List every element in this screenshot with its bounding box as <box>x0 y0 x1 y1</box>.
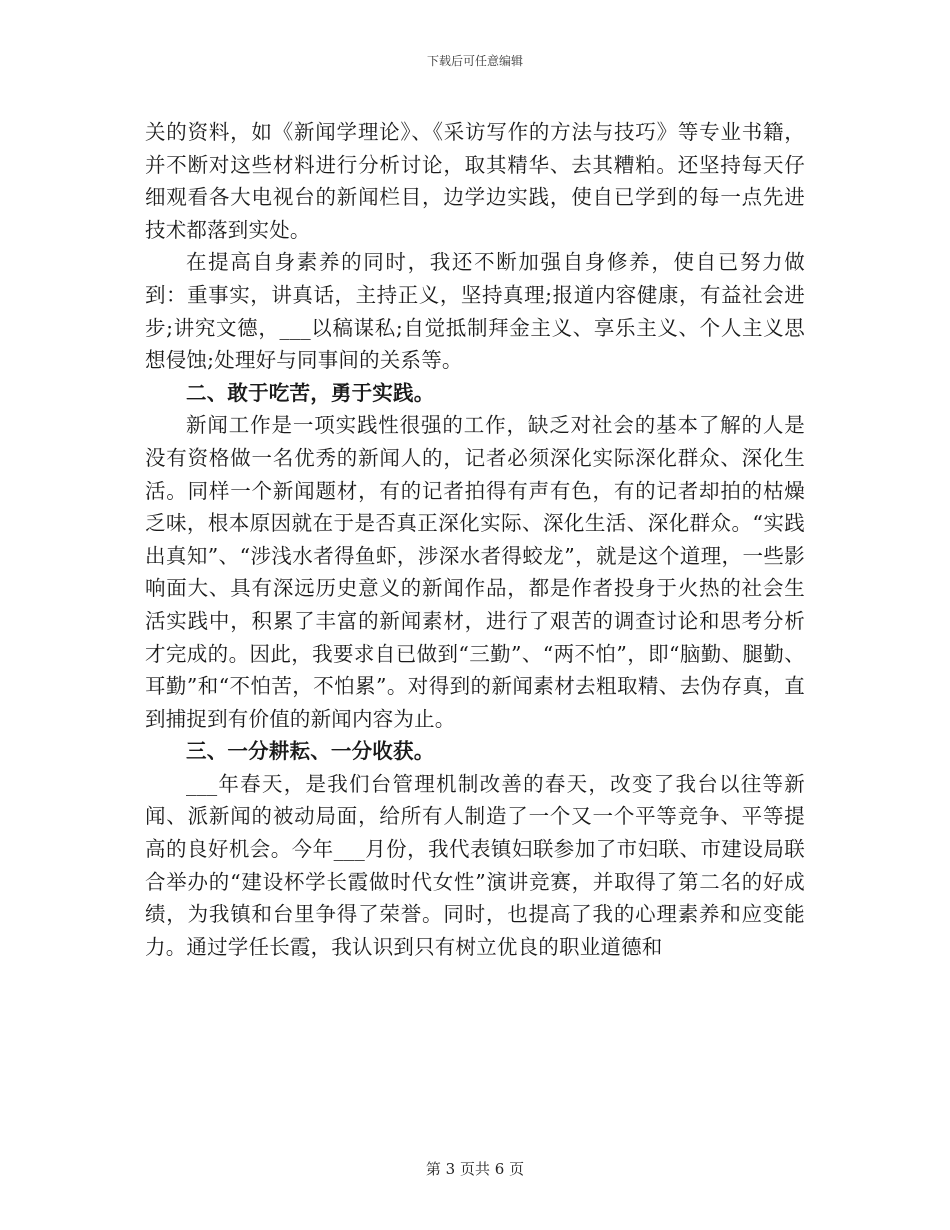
paragraph: ___年春天，是我们台管理机制改善的春天，改变了我台以往等新闻、派新闻的被动局面，给所有人制造了一个又一个平等竞争、平等提高的良好机会。今年___月份，我代表镇妇联参加了市妇联、市建设局联合举办的“建设杯学长霞做时代女性”演讲竞赛，并取得了第二名的好成绩，为我镇和台里争得了荣誉。同时，也提高了我的心理素养和应变能力。通过学任长霞，我认识到只有树立优良的职业道德和 <box>145 771 805 959</box>
paragraph: 关的资料，如《新闻学理论》、《采访写作的方法与技巧》等专业书籍，并不断对这些材料进行分析讨论，取其精华、去其糟粕。还坚持每天仔细观看各大电视台的新闻栏目，边学边实践，使自已学到的每一点先进技术都落到实处。 <box>145 120 805 242</box>
section-heading: 三、一分耕耘、一分收获。 <box>186 739 435 764</box>
paragraph: 新闻工作是一项实践性很强的工作，缺乏对社会的基本了解的人是没有资格做一名优秀的新闻人的，记者必须深化实际深化群众、深化生活。同样一个新闻题材，有的记者拍得有声有色，有的记者却拍的枯燥乏味，根本原因就在于是否真正深化实际、深化生活、深化群众。“实践出真知”、“涉浅水者得鱼虾，涉深水者得蛟龙”，就是这个道理，一些影响面大、具有深远历史意义的新闻作品，都是作者投身于火热的社会生活实践中，积累了丰富的新闻素材，进行了艰苦的调查讨论和思考分析才完成的。因此，我要求自已做到“三勤”、“两不怕”，即“脑勤、腿勤、耳勤”和“不怕苦，不怕累”。对得到的新闻素材去粗取精、去伪存真，直到捕捉到有价值的新闻内容为止。 <box>145 413 805 731</box>
page-number: 第 3 页共 6 页 <box>425 1160 525 1178</box>
page-header-note: 下载后可任意编辑 <box>426 54 523 68</box>
section-heading: 二、敢于吃苦，勇于实践。 <box>186 380 435 405</box>
document-body <box>145 116 805 963</box>
paragraph: 在提高自身素养的同时，我还不断加强自身修养，使自已努力做到：重事实，讲真话，主持正义，坚持真理;报道内容健康，有益社会进步;讲究文德，___以稿谋私;自觉抵制拜金主义、享乐主义、个人主义思想侵蚀;处理好与同事间的关系等。 <box>145 250 805 373</box>
